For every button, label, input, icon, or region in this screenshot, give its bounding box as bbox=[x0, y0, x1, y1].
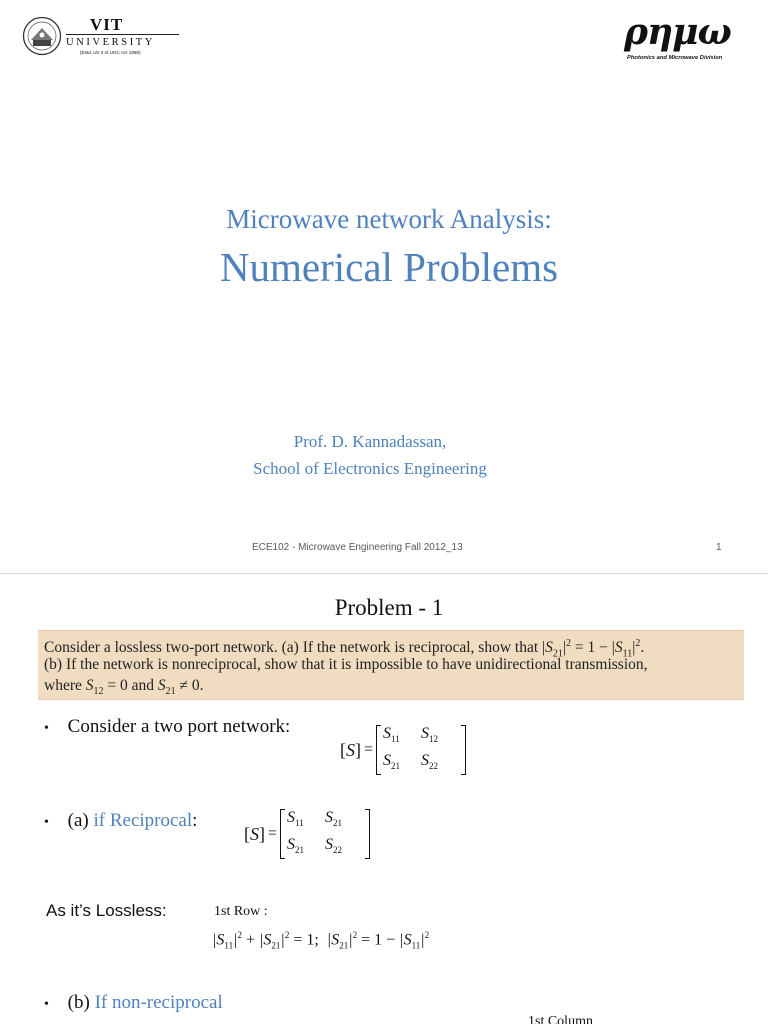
problem-line-3-text: = 0 and bbox=[103, 677, 158, 694]
subscript: 11 bbox=[224, 940, 234, 951]
matrix-cells bbox=[381, 725, 461, 775]
subscript: 11 bbox=[411, 940, 421, 951]
matrix-bracket-right bbox=[365, 809, 370, 859]
author-name: Prof. D. Kannadassan, bbox=[293, 432, 447, 451]
cell-symbol: S bbox=[325, 809, 334, 826]
column-label-cut: 1st Column bbox=[528, 1014, 593, 1024]
s-matrix-general bbox=[340, 725, 466, 775]
cell-subscript: 11 bbox=[295, 818, 304, 829]
pmw-logo bbox=[622, 12, 748, 64]
author-school: School of Electronics Engineering bbox=[253, 459, 487, 478]
matrix-cell-s22 bbox=[421, 752, 459, 775]
pmw-logo-mark: ρημω bbox=[624, 11, 731, 53]
cell-subscript: 21 bbox=[295, 845, 305, 856]
equals-sign: = bbox=[361, 931, 371, 949]
cell-symbol: S bbox=[421, 752, 430, 770]
equals-sign: = bbox=[268, 825, 278, 843]
bullet-text: : bbox=[192, 810, 198, 831]
superscript: 2 bbox=[424, 930, 430, 940]
bracket-close: ] bbox=[259, 823, 265, 844]
symbol-period: . bbox=[640, 639, 645, 657]
slide-subtitle: Microwave network Analysis: bbox=[226, 204, 552, 234]
superscript: 2 bbox=[237, 930, 242, 940]
symbol-bar: | bbox=[212, 931, 217, 949]
symbol-minus: = 1 − | bbox=[571, 639, 615, 657]
first-row-label: 1st Row : bbox=[214, 904, 268, 919]
cell-subscript: 11 bbox=[391, 734, 400, 745]
subscript: 21 bbox=[339, 940, 349, 951]
subscript: 21 bbox=[552, 648, 563, 660]
bullet-text: (a) bbox=[67, 810, 94, 831]
equals-sign: = bbox=[364, 741, 374, 759]
matrix-cell-s12 bbox=[421, 725, 459, 748]
matrix-symbol: S bbox=[346, 739, 355, 760]
symbol-bar: | bbox=[399, 931, 404, 949]
bullet-highlight: If non-reciprocal bbox=[94, 992, 223, 1013]
bracket-open: [ bbox=[244, 823, 250, 844]
symbol-bar: | bbox=[259, 931, 264, 949]
symbol-s: S bbox=[157, 677, 166, 694]
superscript: 2 bbox=[352, 930, 358, 940]
s-matrix-reciprocal bbox=[244, 809, 370, 859]
symbol-bar: | bbox=[420, 931, 425, 949]
symbol-s: S bbox=[216, 931, 225, 949]
symbol-bar: | bbox=[348, 931, 353, 949]
matrix-cells bbox=[285, 809, 365, 859]
cell-symbol: S bbox=[325, 836, 334, 854]
bracket-close: ] bbox=[355, 739, 361, 760]
bullet-highlight: if Reciprocal bbox=[93, 810, 193, 831]
matrix-cell-s21 bbox=[325, 809, 363, 832]
symbol-bar: | bbox=[280, 931, 285, 949]
cell-subscript: 21 bbox=[333, 818, 343, 829]
problem-line-3-text: where bbox=[44, 677, 86, 694]
cell-subscript: 22 bbox=[429, 761, 439, 772]
unitary-equation bbox=[212, 930, 429, 951]
problem-line-3 bbox=[44, 676, 204, 701]
footer-page-number: 1 bbox=[716, 542, 722, 553]
matrix-symbol: S bbox=[250, 823, 259, 844]
vit-logo bbox=[22, 14, 162, 60]
symbol-s: S bbox=[403, 931, 412, 949]
symbol-bar: | bbox=[233, 931, 238, 949]
vit-logo-tagline: (Estd. u/s 3 of UGC Act 1956) bbox=[80, 50, 141, 55]
bullet-icon: • bbox=[44, 997, 49, 1012]
cell-subscript: 22 bbox=[333, 845, 343, 856]
problem-line-2: (b) If the network is nonreciprocal, show that it is impossible to have unidirectional transmission, bbox=[44, 656, 648, 673]
bullet-text: (b) bbox=[67, 992, 95, 1013]
cell-symbol: S bbox=[287, 809, 296, 826]
symbol-bar: | bbox=[632, 639, 636, 657]
bullet-non-reciprocal bbox=[44, 992, 223, 1016]
cell-symbol: S bbox=[383, 725, 392, 742]
superscript: 2 bbox=[635, 638, 641, 649]
footer-course: ECE102 - Microwave Engineering Fall 2012_13 bbox=[252, 542, 463, 553]
symbol-plus: + bbox=[245, 931, 256, 949]
bullet-text: Consider a two port network: bbox=[67, 716, 291, 737]
matrix-cell-s11 bbox=[287, 809, 325, 832]
cell-symbol: S bbox=[383, 752, 392, 770]
cell-subscript: 21 bbox=[391, 761, 401, 772]
equation-text: = 1; bbox=[293, 931, 319, 949]
lossless-label: As it’s Lossless: bbox=[46, 901, 167, 920]
matrix-cell-s21 bbox=[287, 836, 325, 859]
problem-heading: Problem - 1 bbox=[334, 595, 444, 620]
symbol-s: S bbox=[85, 677, 94, 694]
problem-slide bbox=[0, 574, 768, 1024]
problem-line-3-text: ≠ 0. bbox=[175, 677, 204, 694]
symbol-s: S bbox=[614, 639, 623, 657]
problem-line-1-text: Consider a lossless two-port network. (a) If the network is reciprocal, show that | bbox=[44, 639, 546, 657]
matrix-bracket-right bbox=[461, 725, 466, 775]
symbol-bar: | bbox=[326, 931, 332, 949]
cell-symbol: S bbox=[287, 836, 296, 854]
matrix-cell-s21 bbox=[383, 752, 421, 775]
bullet-icon: • bbox=[44, 815, 49, 830]
subscript: 11 bbox=[622, 648, 633, 660]
subscript: 12 bbox=[93, 686, 104, 698]
equation-text: 1 − bbox=[374, 931, 396, 949]
vit-logo-university: UNIVERSITY bbox=[66, 37, 155, 48]
symbol-bar: | bbox=[562, 639, 566, 657]
symbol-s: S bbox=[331, 931, 340, 949]
symbol-s: S bbox=[263, 931, 272, 949]
cell-subscript: 12 bbox=[429, 734, 439, 745]
vit-logo-name: VIT bbox=[90, 15, 124, 34]
superscript: 2 bbox=[566, 638, 571, 649]
textbook-problem-excerpt bbox=[38, 630, 744, 700]
symbol-s: S bbox=[545, 639, 553, 657]
vit-seal-icon bbox=[22, 16, 62, 56]
slide-title: Numerical Problems bbox=[219, 244, 559, 290]
bullet-two-port bbox=[44, 716, 290, 740]
superscript: 2 bbox=[284, 930, 290, 940]
vit-logo-rule bbox=[66, 34, 179, 35]
subscript: 21 bbox=[271, 940, 281, 951]
matrix-cell-s11 bbox=[383, 725, 421, 748]
cell-symbol: S bbox=[421, 725, 430, 742]
bracket-open: [ bbox=[340, 739, 346, 760]
bullet-reciprocal bbox=[44, 810, 197, 834]
matrix-cell-s22 bbox=[325, 836, 363, 859]
pmw-logo-tagline: Photonics and Microwave Division bbox=[627, 55, 723, 61]
subscript: 21 bbox=[165, 686, 176, 698]
bullet-icon: • bbox=[44, 721, 49, 736]
